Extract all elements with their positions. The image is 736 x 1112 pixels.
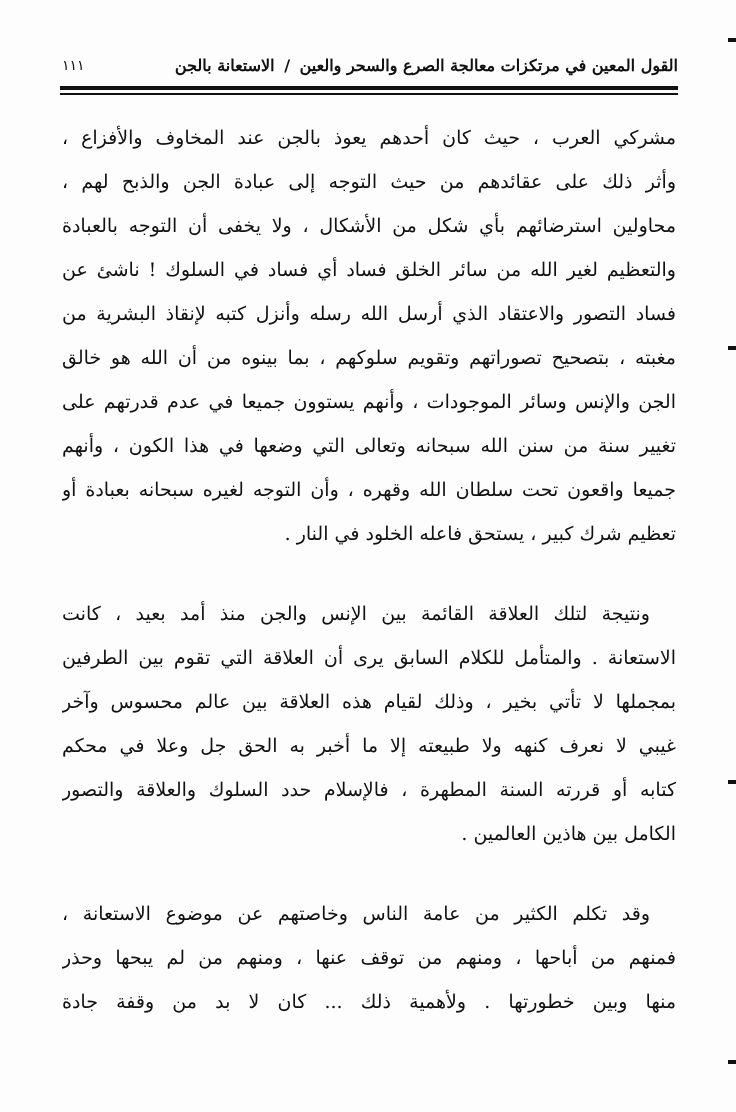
text-line: غيبي لا نعرف كنهه ولا طبيعته إلا ما أخبر به الحق جل وعلا في محكم (62, 735, 676, 757)
header-separator: / (284, 56, 291, 75)
text-line: الاستعانة . والمتأمل للكلام السابق يرى أن العلاقة التي تقوم بين الطرفين (62, 647, 676, 669)
text-line: والتعظيم لغير الله من سائر الخلق فساد أي فساد في السلوك ! ناشئ عن (62, 259, 676, 281)
text-line: كتابه أو قررته السنة المطهرة ، فالإسلام حدد السلوك والعلاقة والتصور (62, 779, 676, 801)
header-rule-thin (60, 93, 678, 95)
body-text (62, 116, 676, 1024)
text-line: مشركي العرب ، حيث كان أحدهم يعوذ بالجن عند المخاوف والأفزاع ، (62, 127, 676, 149)
text-line: ونتيجة لتلك العلاقة القائمة بين الإنس والجن منذ أمد بعيد ، كانت (62, 603, 650, 625)
scan-edge-mark (728, 346, 736, 350)
text-line: بمجملها لا تأتي بخير ، وذلك لقيام هذه العلاقة بين عالم محسوس وآخر (62, 691, 676, 713)
header-rule-thick (60, 86, 678, 90)
paragraph-gap (62, 856, 676, 892)
text-line: تغيير سنة من سنن الله سبحانه وتعالى التي وضعها في هذا الكون ، وأنهم (62, 435, 676, 457)
paragraph-gap (62, 556, 676, 592)
header-title (175, 56, 678, 75)
scan-edge-mark (728, 1060, 736, 1064)
book-title: القول المعين في مرتكزات معالجة الصرع والسحر والعين (299, 56, 678, 75)
text-line: الجن والإنس وسائر الموجودات ، وأنهم يستوون جميعا في عدم قدرتهم على (62, 391, 676, 413)
paragraph-1 (62, 116, 676, 556)
text-line: تعظيم شرك كبير ، يستحق فاعله الخلود في النار . (284, 523, 676, 545)
text-line: محاولين استرضائهم بأي شكل من الأشكال ، ولا يخفى أن التوجه بالعبادة (62, 215, 676, 237)
text-line: وقد تكلم الكثير من عامة الناس وخاصتهم عن موضوع الاستعانة ، (62, 903, 650, 925)
paragraph-3 (62, 892, 676, 1024)
text-line: منها وبين خطورتها . ولأهمية ذلك ... كان لا بد من وقفة جادة (62, 991, 676, 1013)
text-line: وأثر ذلك على عقائدهم من حيث التوجه إلى عبادة الجن والذبح لهم ، (62, 171, 676, 193)
page-number: ١١١ (62, 58, 85, 74)
text-line: الكامل بين هاذين العالمين . (461, 823, 676, 845)
paragraph-2 (62, 592, 676, 856)
scan-edge-mark (728, 38, 736, 42)
running-header (60, 54, 678, 84)
scan-edge-mark (728, 780, 736, 784)
text-line: مغبته ، بتصحيح تصوراتهم وتقويم سلوكهم ، بما بينوه من أن الله هو خالق (62, 347, 676, 369)
text-line: فمنهم من أباحها ، ومنهم من توقف عنها ، ومنهم من لم يبحها وحذر (62, 947, 676, 969)
section-title: الاستعانة بالجن (174, 56, 275, 75)
text-line: جميعا واقعون تحت سلطان الله وقهره ، وأن التوجه لغيره سبحانه بعبادة أو (62, 479, 676, 501)
text-line: فساد التصور والاعتقاد الذي أرسل الله رسله وأنزل كتبه لإنقاذ البشرية من (62, 303, 676, 325)
